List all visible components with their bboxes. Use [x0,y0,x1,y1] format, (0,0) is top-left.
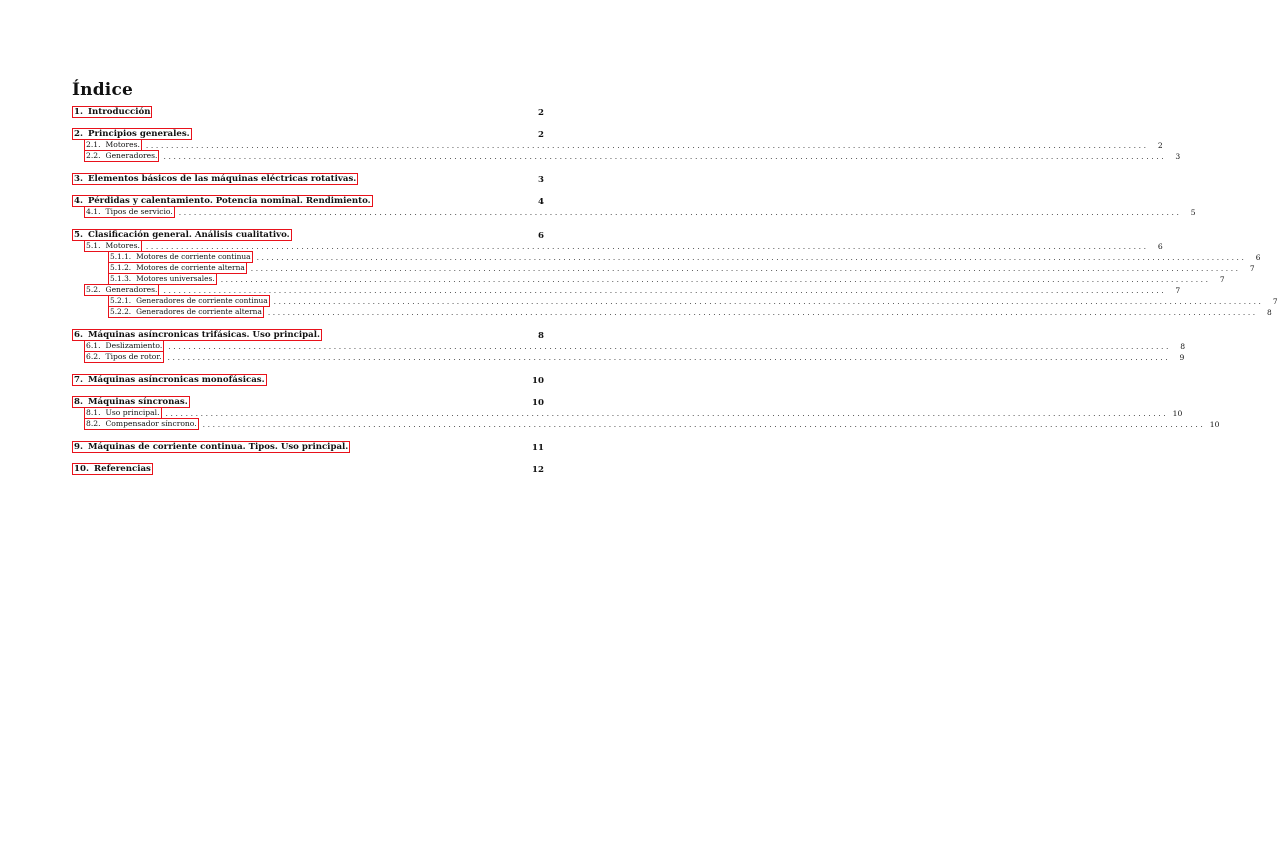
toc-entry-title: Uso principal. [105,408,160,417]
toc-entry-title: Introducción [87,107,151,117]
toc-entry-number: 8.2. [86,419,101,428]
toc-page-number: 2 [538,130,544,140]
toc-entry-link[interactable] [72,106,152,118]
toc-entry[interactable] [72,306,1272,318]
toc-entry[interactable] [72,463,544,475]
toc-entry-number: 5.1.3. [110,274,132,283]
toc-entry-title: Deslizamiento. [105,341,163,350]
toc-entry[interactable] [72,374,544,386]
toc-entry[interactable] [72,418,1220,430]
toc-entry-title: Máquinas asíncronicas monofásicas. [87,375,265,385]
toc-leader-dots: ........................................................................................................................................................................................................ [163,152,1167,161]
toc-entry-title: Generadores. [105,285,158,294]
toc-page-number: 10 [532,376,544,386]
toc-leader-dots: ........................................................................................................................................................................................................ [273,297,1264,306]
toc-entry-number: 5.2.2. [110,307,132,316]
toc-entry-link[interactable] [84,351,164,363]
toc-entry-title: Clasificación general. Análisis cualitativo. [87,230,290,240]
toc-leader-dots: ........................................................................................................................................................................................................ [167,353,1171,362]
toc-page-number: 4 [538,197,544,207]
toc-leader-dots: ........................................................................................................................................................................................................ [165,409,1169,418]
toc-leader-dots: ........................................................................................................................................................................................................ [145,242,1149,251]
toc-page-number: 6 [1157,242,1163,251]
toc-leader-dots: ........................................................................................................................................................................................................ [178,208,1182,217]
toc-entry-title: Compensador síncrono. [105,419,197,428]
toc-page-number: 9 [1179,353,1185,362]
toc-page-number: 5 [1190,208,1196,217]
toc-entry-number: 6.2. [86,352,101,361]
toc-entry-title: Motores de corriente alterna [136,263,245,272]
toc-entry-number: 9. [74,442,83,452]
toc-leader-dots: ........................................................................................................................................................................................................ [256,253,1247,262]
toc-page-number: 10 [532,398,544,408]
toc-entry[interactable] [72,206,1196,218]
toc-entry[interactable] [72,150,1181,162]
toc-entry-number: 6.1. [86,341,101,350]
toc-entry-title: Generadores. [105,151,158,160]
toc-page-number: 8 [1267,308,1272,317]
toc-leader-dots: ........................................................................................................................................................................................................ [145,141,1149,150]
toc-leader-dots: ........................................................................................................................................................................................................ [220,275,1211,284]
toc-entry-number: 2.2. [86,151,101,160]
toc-page-number: 2 [538,108,544,118]
toc-page-number: 2 [1157,141,1163,150]
toc-entry-link[interactable] [84,418,199,430]
toc-entry[interactable] [72,106,544,118]
toc-entry-title: Generadores de corriente continua [136,296,268,305]
toc-entry-title: Motores de corriente continua [136,252,251,261]
toc-page-number: 10 [1209,420,1220,429]
toc-entry-title: Referencias [93,464,151,474]
toc-page-number: 12 [532,465,544,475]
toc-entry-number: 4.1. [86,207,101,216]
toc-page-number: 7 [1249,264,1255,273]
toc-entry-title: Máquinas síncronas. [87,397,188,407]
toc-leader-dots: ........................................................................................................................................................................................................ [163,286,1167,295]
toc-entry-title: Máquinas de corriente continua. Tipos. Uso principal. [87,442,349,452]
toc-entry-number: 5.1.2. [110,263,132,272]
toc-entry[interactable] [72,173,544,185]
toc-page-number: 6 [1255,253,1261,262]
toc-entry-number: 5.1.1. [110,252,132,261]
toc-leader-dots: ........................................................................................................................................................................................................ [168,342,1172,351]
toc-entry-link[interactable] [72,173,358,185]
toc-entry-number: 8. [74,397,83,407]
toc-entry-title: Motores universales. [136,274,215,283]
toc-page-number: 3 [1175,152,1181,161]
toc-entry-number: 5.2. [86,285,101,294]
toc-entry-link[interactable] [84,206,175,218]
toc-entry-number: 8.1. [86,408,101,417]
toc-leader-dots: ........................................................................................................................................................................................................ [267,308,1258,317]
toc-entry-number: 2.1. [86,140,101,149]
toc-entry-link[interactable] [108,306,264,318]
toc-entry-number: 4. [74,196,83,206]
toc-entry-number: 3. [74,174,83,184]
toc-entry-title: Tipos de servicio. [105,207,173,216]
toc-entry-link[interactable] [72,374,267,386]
toc-entry-number: 5.2.1. [110,296,132,305]
toc-entry-title: Generadores de corriente alterna [136,307,262,316]
toc-entry-title: Máquinas asíncronicas trifásicas. Uso principal. [87,330,320,340]
toc-leader-dots: ........................................................................................................................................................................................................ [202,420,1206,429]
toc-entry-number: 1. [74,107,83,117]
toc-page-number: 8 [1180,342,1186,351]
toc-entry-link[interactable] [72,463,153,475]
toc-entry-number: 2. [74,129,83,139]
toc-entry-number: 7. [74,375,83,385]
toc-entry-title: Principios generales. [87,129,190,139]
toc-page-number: 7 [1175,286,1181,295]
toc-entry[interactable] [72,351,1185,363]
toc-entry-title: Motores. [105,140,140,149]
toc-page-number: 8 [538,331,544,341]
toc-entry-number: 10. [74,464,89,474]
toc-entry-title: Pérdidas y calentamiento. Potencia nominal. Rendimiento. [87,196,371,206]
toc-page-number: 7 [1219,275,1225,284]
toc-entry-link[interactable] [84,150,159,162]
toc-page-number: 6 [538,231,544,241]
toc-page-number: 10 [1172,409,1183,418]
toc-entry-number: 6. [74,330,83,340]
toc-entry-title: Elementos básicos de las máquinas eléctricas rotativas. [87,174,357,184]
toc-page-number: 7 [1272,297,1278,306]
page-title: Índice [72,80,134,100]
toc-entry-number: 5.1. [86,241,101,250]
toc-entry-link[interactable] [72,441,350,453]
toc-entry-title: Tipos de rotor. [105,352,162,361]
toc-entry-number: 5. [74,230,83,240]
toc-page-number: 11 [532,443,544,453]
toc-leader-dots: ........................................................................................................................................................................................................ [250,264,1241,273]
toc-page-number: 3 [538,175,544,185]
toc-entry[interactable] [72,441,544,453]
toc-entry-title: Motores. [105,241,140,250]
